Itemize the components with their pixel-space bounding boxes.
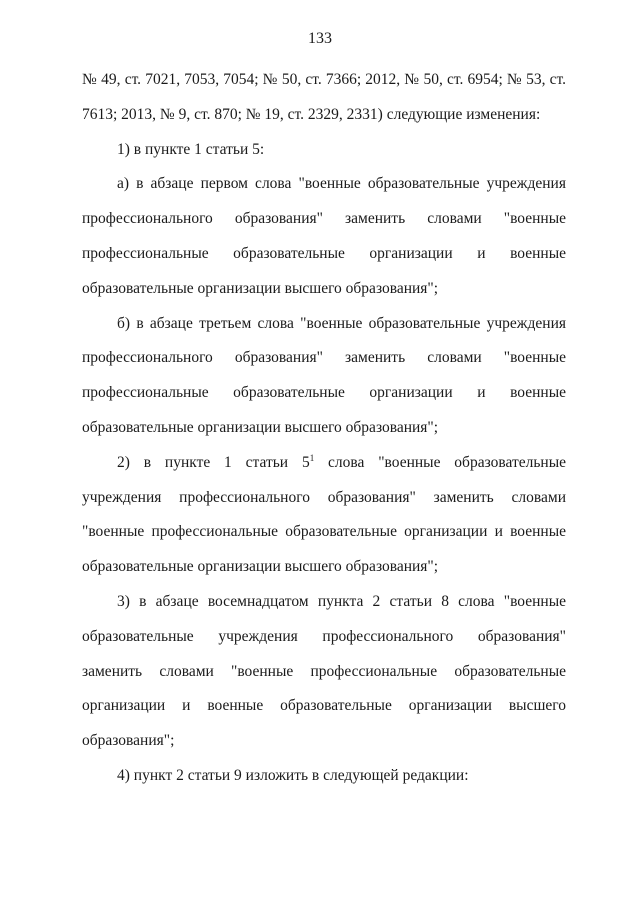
paragraph-item-3: 3) в абзаце восемнадцатом пункта 2 статьи 8 слова "военные образовательные учреждения профессионального образования" заменить словами "военные профессиональные образовательные организации и военные образовательные организации высшего образования";: [82, 592, 566, 750]
paragraph-item-1b: б) в абзаце третьем слова "военные образовательные учреждения профессионального образования" заменить словами "военные профессиональные образовательные организации и военные образовательные организации высшего образования";: [82, 314, 566, 436]
document-body: [82, 63, 566, 794]
paragraph-item-1: 1) в пункте 1 статьи 5:: [117, 140, 265, 158]
paragraph-item-2: [82, 446, 566, 585]
paragraph-item-1a: а) в абзаце первом слова "военные образовательные учреждения профессионального образования" заменить словами "военные профессиональные образовательные организации и военные образовательные организации высшего образования";: [82, 175, 566, 297]
paragraph-item-4: 4) пункт 2 статьи 9 изложить в следующей редакции:: [117, 766, 469, 784]
page-number: 133: [308, 30, 332, 47]
paragraph-intro: № 49, ст. 7021, 7053, 7054; № 50, ст. 7366; 2012, № 50, ст. 6954; № 53, ст. 7613; 2013, № 9, ст. 870; № 19, ст. 2329, 2331) следующие изменения:: [82, 71, 566, 123]
item-2-text-end: слова "военные образовательные учреждения профессионального образования" заменить словами "военные профессиональные образовательные организации и военные образовательные организации высшего образования";: [82, 453, 566, 576]
item-2-text-start: 2) в пункте 1 статьи 5: [117, 453, 310, 471]
item-2-superscript: 1: [309, 452, 315, 463]
